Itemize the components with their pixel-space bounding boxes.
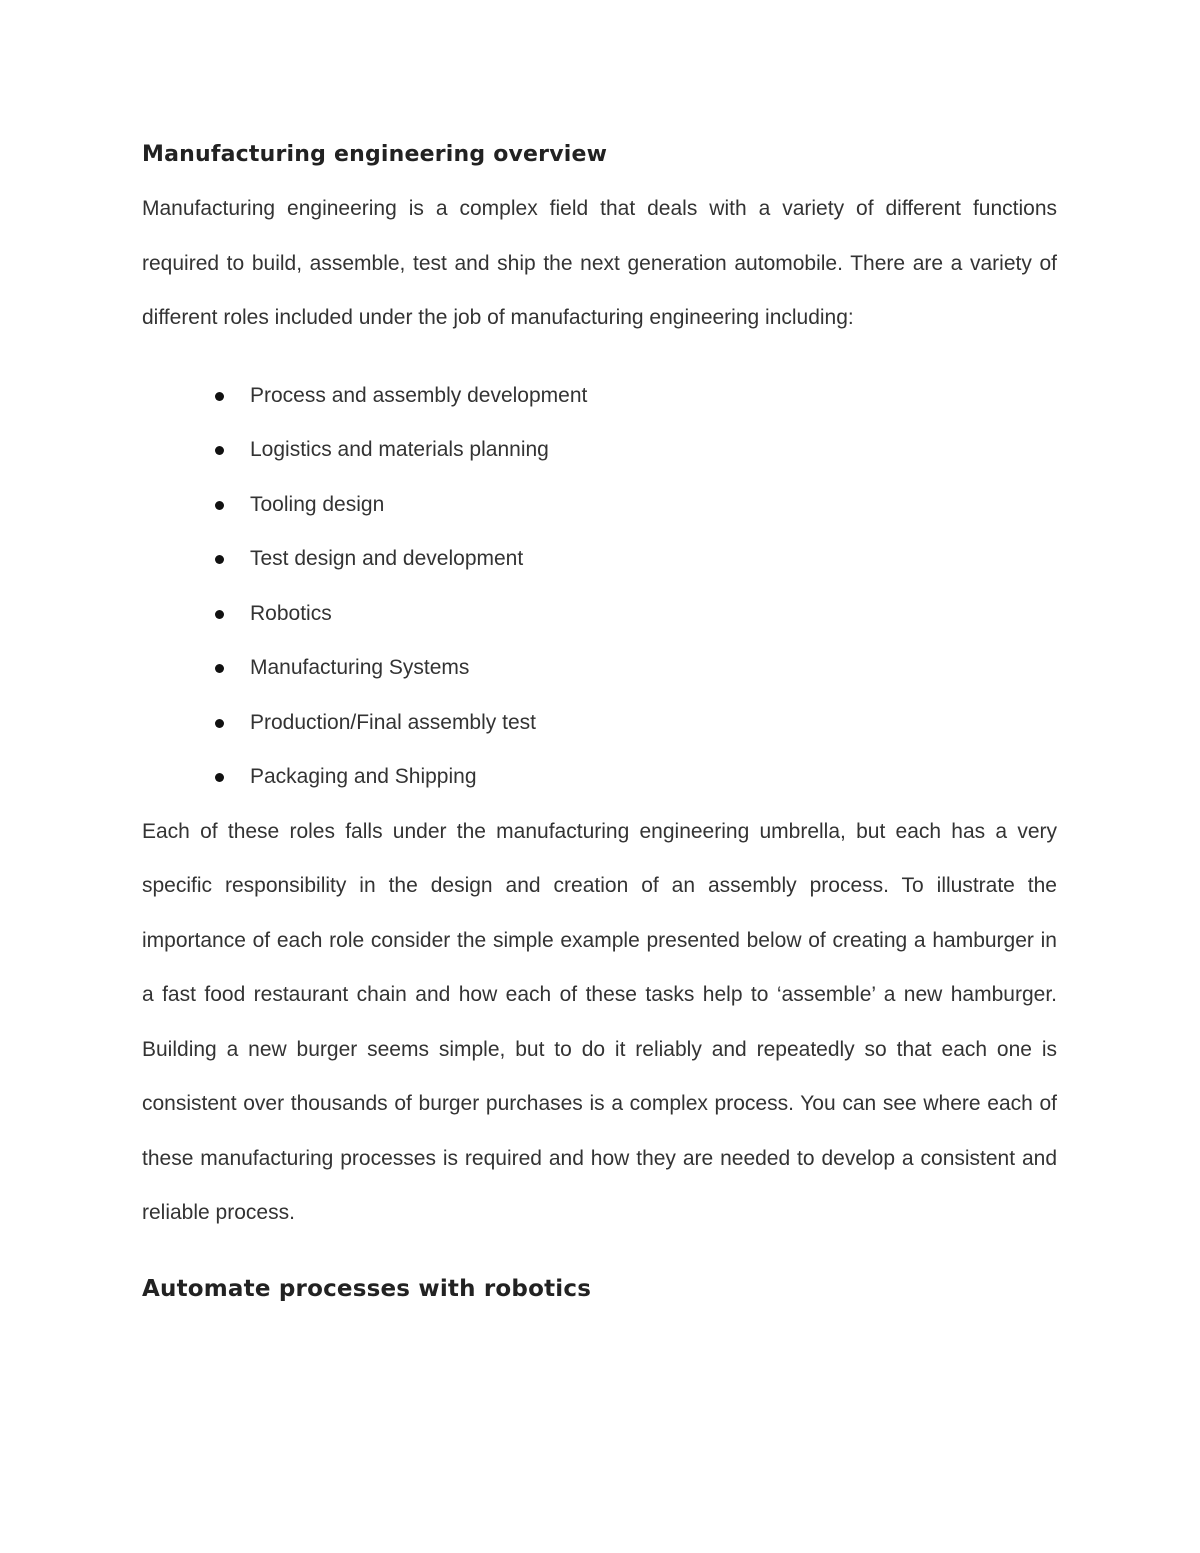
- list-item-label: Test design and development: [250, 547, 524, 570]
- list-item: [250, 750, 1057, 805]
- explanation-paragraph: Each of these roles falls under the manufacturing engineering umbrella, but each has a very specific responsibility in the design and creation of an assembly process. To illustrate the importance of each role consider the simple example presented below of creating a hamburger in a fast food restaurant chain and how each of these tasks help to ‘assemble’ a new hamburger. Building a new burger seems simple, but to do it reliably and repeatedly so that each one is consistent over thousands of burger purchases is a complex process. You can see where each of these manufacturing processes is required and how they are needed to develop a consistent and reliable process.: [142, 819, 1057, 1224]
- document-content: [142, 128, 1057, 1316]
- list-item-label: Packaging and Shipping: [250, 765, 477, 788]
- bullet-icon: [215, 773, 224, 782]
- intro-paragraph: Manufacturing engineering is a complex field that deals with a variety of different functions required to build, assemble, test and ship the next generation automobile. There are a variety of different roles included under the job of manufacturing engineering including:: [142, 197, 1057, 329]
- list-item: [250, 641, 1057, 696]
- list-item-label: Logistics and materials planning: [250, 438, 549, 461]
- roles-list: [142, 369, 1057, 805]
- list-item-label: Manufacturing Systems: [250, 656, 470, 679]
- list-item-label: Process and assembly development: [250, 383, 588, 407]
- list-item: [250, 587, 1057, 642]
- list-item: [250, 532, 1057, 587]
- list-item-label: Production/Final assembly test: [250, 710, 536, 734]
- list-item: [250, 369, 1057, 424]
- bullet-icon: [215, 555, 224, 564]
- bullet-icon: [215, 392, 224, 401]
- bullet-icon: [215, 501, 224, 510]
- list-item-label: Robotics: [250, 601, 332, 625]
- bullet-icon: [215, 664, 224, 673]
- list-item: [250, 478, 1057, 533]
- section-heading-overview: Manufacturing engineering overview: [142, 142, 608, 167]
- paragraph-spacer: [142, 1241, 1057, 1262]
- section-heading-robotics: Automate processes with robotics: [142, 1275, 592, 1302]
- list-item: [250, 423, 1057, 478]
- list-item: [250, 696, 1057, 751]
- list-item-label: Tooling design: [250, 492, 385, 516]
- bullet-icon: [215, 610, 224, 619]
- bullet-icon: [215, 719, 224, 728]
- bullet-icon: [215, 446, 224, 455]
